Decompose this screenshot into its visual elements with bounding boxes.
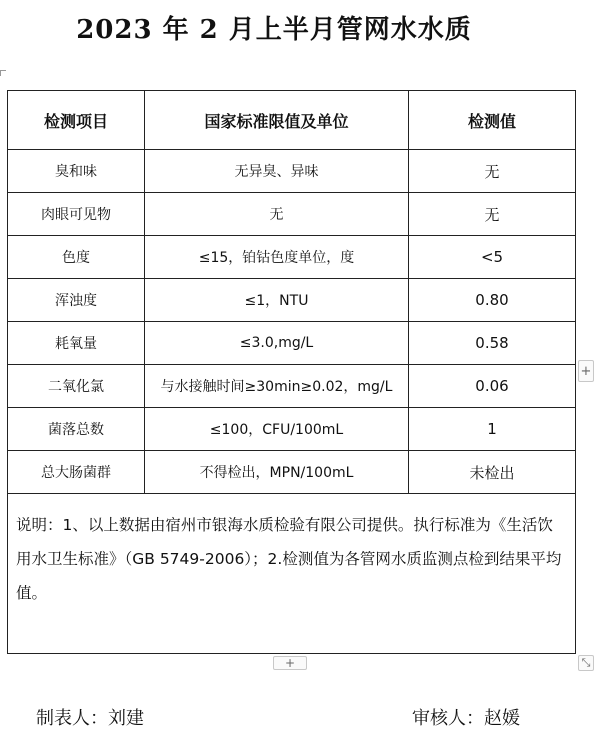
row-value: 0.58 (409, 322, 576, 365)
table-row (8, 408, 576, 451)
table-resize-handle[interactable] (578, 655, 594, 671)
header-value: 检测值 (409, 91, 576, 150)
row-item: 二氧化氯 (8, 365, 145, 408)
table-row (8, 322, 576, 365)
row-item: 菌落总数 (8, 408, 145, 451)
preparer-signature: 制表人：刘建 (36, 708, 144, 729)
plus-icon: + (284, 656, 296, 670)
reviewer-signature: 审核人：赵媛 (412, 708, 520, 729)
row-standard: ≤100，CFU/100mL (145, 408, 409, 451)
row-standard: 无异臭、异味 (145, 150, 409, 193)
table-note: 说明：1、以上数据由宿州市银海水质检验有限公司提供。执行标准为《生活饮用水卫生标准》（GB 5749-2006）；2.检测值为各管网水质监测点检到结果平均值。 (8, 494, 576, 654)
water-quality-table (7, 90, 576, 654)
header-standard: 国家标准限值及单位 (145, 91, 409, 150)
table-row (8, 150, 576, 193)
row-value: 未检出 (409, 451, 576, 494)
row-value: 无 (409, 193, 576, 236)
table-row (8, 193, 576, 236)
row-value: 0.06 (409, 365, 576, 408)
row-value: 0.80 (409, 279, 576, 322)
table-anchor-marker (0, 70, 6, 76)
resize-diagonal-icon: ⤡ (581, 656, 591, 669)
header-item: 检测项目 (8, 91, 145, 150)
plus-icon: + (580, 364, 592, 379)
row-item: 浑浊度 (8, 279, 145, 322)
add-row-button[interactable] (273, 656, 307, 670)
row-value: 1 (409, 408, 576, 451)
table-note-row (8, 494, 576, 654)
table-row (8, 279, 576, 322)
document-title: 2023 年 2 月上半月管网水水质 (76, 15, 472, 45)
row-value: <5 (409, 236, 576, 279)
table-row (8, 451, 576, 494)
row-item: 色度 (8, 236, 145, 279)
row-standard: 与水接触时间≥30min≥0.02，mg/L (145, 365, 409, 408)
row-standard: 无 (145, 193, 409, 236)
row-standard: ≤15，铂钴色度单位，度 (145, 236, 409, 279)
row-standard: 不得检出，MPN/100mL (145, 451, 409, 494)
table-row (8, 236, 576, 279)
row-item: 臭和味 (8, 150, 145, 193)
row-item: 总大肠菌群 (8, 451, 145, 494)
row-standard: ≤3.0,mg/L (145, 322, 409, 365)
row-item: 耗氧量 (8, 322, 145, 365)
table-header-row (8, 91, 576, 150)
table-row (8, 365, 576, 408)
row-item: 肉眼可见物 (8, 193, 145, 236)
row-standard: ≤1，NTU (145, 279, 409, 322)
row-value: 无 (409, 150, 576, 193)
add-column-button[interactable] (578, 360, 594, 382)
